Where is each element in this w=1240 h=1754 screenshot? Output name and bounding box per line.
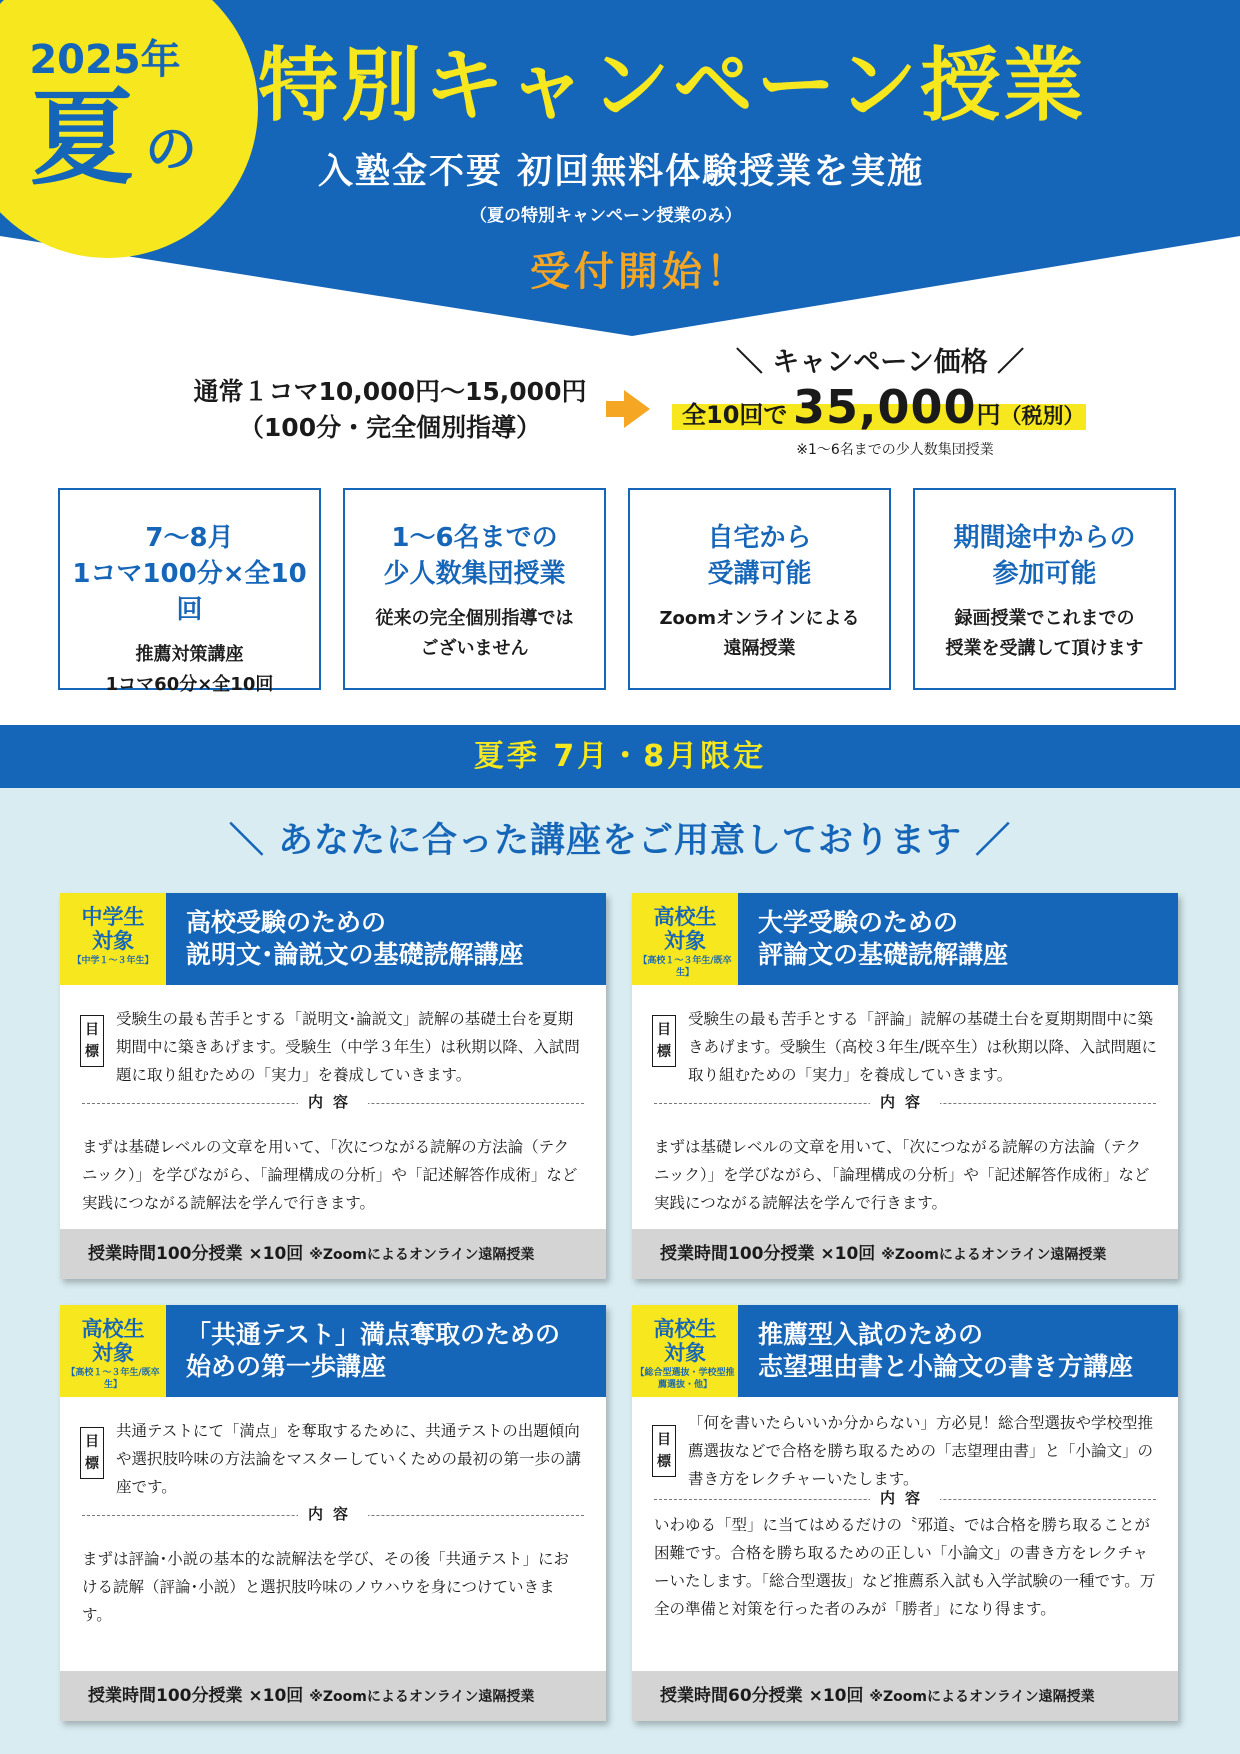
feature-heading: 7〜8月	[145, 523, 234, 553]
content-label-text: 内容	[870, 1489, 940, 1507]
campaign-unit: 円	[976, 401, 1001, 429]
feature-heading: 1コマ100分×全10回	[72, 559, 307, 625]
summer-band	[0, 725, 1240, 789]
feature-detail: 推薦対策講座	[135, 644, 244, 665]
content-label	[632, 1091, 1178, 1112]
course-title-line: 説明文･論説文の基礎読解講座	[186, 940, 524, 969]
target-label: 対象	[92, 1341, 134, 1365]
course-title-line: 推薦型入試のための	[758, 1320, 984, 1349]
target-sub: 【総合型選抜・学校型推薦選抜・他】	[635, 1368, 735, 1390]
goal-label: 目標	[80, 1015, 104, 1067]
feature-heading: 参加可能	[992, 559, 1097, 589]
course-title	[186, 1319, 560, 1383]
feature-detail: 録画授業でこれまでの	[954, 608, 1135, 629]
target-tag	[60, 893, 166, 985]
target-tag	[632, 1305, 738, 1397]
course-title-line: 志望理由書と小論文の書き方講座	[758, 1352, 1134, 1381]
course-card	[60, 893, 606, 1279]
normal-price-line2: （100分・完全個別指導）	[238, 413, 542, 442]
course-card	[60, 1305, 606, 1721]
content-label-text: 内容	[298, 1093, 368, 1111]
goal-label: 目標	[80, 1427, 104, 1479]
summer-label: 夏	[29, 77, 134, 199]
course-header	[60, 893, 606, 985]
goal-label: 目標	[652, 1015, 676, 1067]
arrow-right-icon	[606, 390, 650, 428]
content-label	[632, 1487, 1178, 1508]
feature-detail: Zoomオンラインによる	[659, 608, 860, 629]
feature-heading: 1〜6名までの	[391, 523, 558, 553]
footer-note: ※Zoomによるオンライン遠隔授業	[881, 1247, 1107, 1263]
footer-time: 授業時間100分授業 ×10回	[88, 1244, 304, 1264]
content-label	[60, 1503, 606, 1524]
header	[0, 0, 1240, 340]
campaign-prefix: 全10回で	[682, 401, 788, 429]
footer-note: ※Zoomによるオンライン遠隔授業	[869, 1689, 1095, 1705]
course-header	[632, 893, 1178, 985]
subtitle: 入塾金不要 初回無料体験授業を実施	[318, 152, 925, 192]
feature-detail: 遠隔授業	[723, 638, 796, 659]
normal-price-line1: 通常１コマ10,000円〜15,000円	[193, 377, 587, 406]
feature-box	[913, 488, 1176, 690]
target-sub: 【高校１〜３年生/既卒生】	[638, 956, 732, 978]
feature-heading: 少人数集団授業	[383, 559, 566, 589]
main-title: 特別キャンペーン授業	[258, 39, 1087, 132]
subtitle-note: （夏の特別キャンペーン授業のみ）	[470, 206, 742, 226]
feature-detail: 授業を受講して頂けます	[945, 638, 1144, 659]
feature-detail: 従来の完全個別指導では	[375, 608, 574, 629]
courses-section	[0, 788, 1240, 1754]
footer-time: 授業時間100分授業 ×10回	[660, 1244, 876, 1264]
content-label-text: 内容	[870, 1093, 940, 1111]
course-header	[632, 1305, 1178, 1397]
target-sub: 【中学１〜３年生】	[72, 956, 154, 966]
summer-band-label: 夏季 7月・8月限定	[473, 739, 767, 774]
footer-note: ※Zoomによるオンライン遠隔授業	[309, 1247, 535, 1263]
reception-start: 受付開始！	[530, 249, 750, 295]
feature-heading: 受講可能	[707, 559, 812, 589]
course-title-line: 評論文の基礎読解講座	[758, 940, 1009, 969]
campaign-label: ＼ キャンペーン価格 ／	[735, 347, 1025, 378]
content-text: まずは評論･小説の基本的な読解法を学び、その後「共通テスト」における読解（評論･小説）と選択肢吟味のノウハウを身につけていきます。	[82, 1550, 570, 1624]
footer-note: ※Zoomによるオンライン遠隔授業	[309, 1689, 535, 1705]
target-label: 高校生	[653, 905, 717, 929]
target-label: 高校生	[81, 1317, 145, 1341]
feature-box	[58, 488, 321, 695]
target-tag	[632, 893, 738, 985]
course-title	[758, 907, 1008, 971]
feature-heading: 自宅から	[707, 523, 812, 553]
goal-text: 受験生の最も苦手とする「説明文･論説文」読解の基礎土台を夏期期間中に築きあげます。受験生（中学３年生）は秋期以降、入試問題に取り組むための「実力」を養成していきます。	[116, 1010, 580, 1084]
target-label: 対象	[664, 929, 706, 953]
course-title-line: 高校受験のための	[186, 908, 387, 937]
course-title	[186, 907, 524, 971]
goal-text: 受験生の最も苦手とする「評論」読解の基礎土台を夏期期間中に築きあげます。受験生（高校３年生/既卒生）は秋期以降、入試問題に取り組むための「実力」を養成していきます。	[688, 1010, 1157, 1084]
goal-text: 共通テストにて「満点」を奪取するために、共通テストの出題傾向や選択肢吟味の方法論をマスターしていくための最初の第一歩の講座です。	[116, 1422, 582, 1496]
course-footer	[60, 1229, 606, 1279]
year-label: 2025年	[29, 37, 181, 83]
normal-price	[180, 374, 600, 446]
feature-detail: 1コマ60分×全10回	[105, 674, 274, 695]
goal-text: 「何を書いたらいいか分からない」方必見！総合型選抜や学校型推薦選抜などで合格を勝ち取るための「志望理由書」と「小論文」の書き方をレクチャーいたします。	[688, 1414, 1154, 1488]
goal-label: 目標	[652, 1425, 676, 1477]
course-title	[758, 1319, 1133, 1383]
course-title-line: 始めの第一歩講座	[186, 1352, 387, 1381]
course-footer	[632, 1671, 1178, 1721]
target-label: 対象	[92, 929, 134, 953]
target-tag	[60, 1305, 166, 1397]
course-footer	[632, 1229, 1178, 1279]
course-card	[632, 1305, 1178, 1721]
course-header	[60, 1305, 606, 1397]
campaign-tax: （税別）	[1000, 404, 1085, 428]
campaign-price	[682, 380, 1085, 434]
target-label: 高校生	[653, 1317, 717, 1341]
footer-time: 授業時間100分授業 ×10回	[88, 1686, 304, 1706]
content-text: まずは基礎レベルの文章を用いて、「次につながる読解の方法論（テクニック）」を学びながら、「論理構成の分析」や「記述解答作成術」など実践につながる読解法を学んで行きます。	[654, 1138, 1150, 1212]
feature-box	[343, 488, 606, 690]
content-label-text: 内容	[298, 1505, 368, 1523]
feature-heading: 期間途中からの	[953, 523, 1136, 553]
footer-time: 授業時間60分授業 ×10回	[660, 1686, 864, 1706]
campaign-amount: 35,000	[792, 380, 977, 434]
course-title-line: 大学受験のための	[758, 908, 959, 937]
content-label	[60, 1091, 606, 1112]
feature-box	[628, 488, 891, 690]
no-label: の	[144, 120, 197, 180]
target-label: 中学生	[81, 905, 145, 929]
content-text: まずは基礎レベルの文章を用いて、「次につながる読解の方法論（テクニック）」を学びながら、「論理構成の分析」や「記述解答作成術」など実践につながる読解法を学んで行きます。	[82, 1138, 578, 1212]
course-card	[632, 893, 1178, 1279]
course-footer	[60, 1671, 606, 1721]
target-sub: 【高校１〜３年生/既卒生】	[66, 1368, 160, 1390]
target-label: 対象	[664, 1341, 706, 1365]
campaign-note: ※1〜6名までの少人数集団授業	[796, 442, 994, 458]
content-text: いわゆる「型」に当てはめるだけの〝邪道〟では合格を勝ち取ることが困難です。合格を勝ち取るための正しい「小論文」の書き方をレクチャーいたします。「総合型選抜」など推薦系入試も入学試験の一種です。万全の準備と対策を行った者のみが「勝者」になり得ます。	[654, 1516, 1156, 1618]
course-title-line: 「共通テスト」満点奪取のための	[186, 1320, 561, 1349]
feature-detail: ございません	[420, 638, 529, 659]
section-title: ＼ あなたに合った講座をご用意しております ／	[228, 821, 1012, 861]
